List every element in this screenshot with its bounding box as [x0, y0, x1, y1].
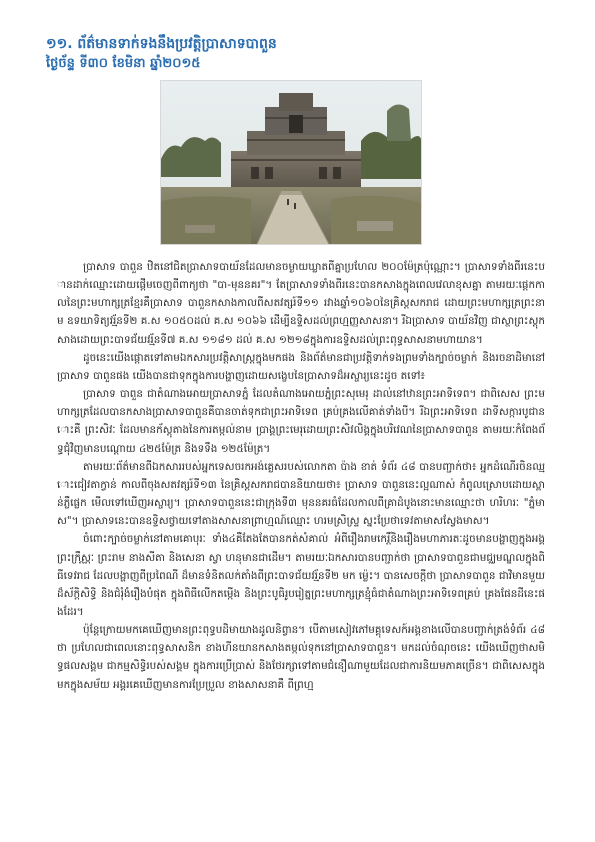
paragraph-6: ប៉ុន្តែក្រោយមកគេឃើញមានព្រះពុទ្ធបដិមាយាងដូលនិព្វាន។ បើតាមសៀវភៅមគ្គុទេសក៍អង្គខាងលើបានបញ្ជាក់ត្រង់ទំព័រ ៤៨ថា ប្រហែលជាពេលនោះពុទ្ធសាសនិក ខាងហីនយានកសាងតម្កល់ទុកនៅប្រាសាទបាពួន។ មកដល់ចំណុចនេះ យើងឃើញថាសមិទ្ធផលសង្គម ជាកម្មសិទ្ធិរបស់សង្គម ក្នុងការប្រើប្រាស់ និងថែរក្សាទៅតាមជំនឿណាមួយដែលជាការនិយមភាគច្រើន។ ជាពិសេសក្នុងមកក្នុងសម័យ អង្គរគេឃើញមានការប្រែប្រួល ខាងសាសនាគឺ ពីព្រហ្ម: [57, 624, 545, 691]
article-title: ១១. ព័ត៌មានទាក់ទងនឹងប្រវត្តិប្រាសាទបាពួន: [46, 36, 277, 52]
paragraph-5: ចំពោះក្បាច់ចម្លាក់នៅតាមគោបុរៈ ទាំង៤គឺតែងតែបានកត់សំគាល់ អំពីរឿងរាមកេរ្តិ៍និងរឿងមហាភារតៈដូចមានបង្ហាញក្នុងអង្គព្រះក្រឹស្ណៈ ព្រះរាម នាងសីតា និងសេនា ស្វា ហនុមានជាដើម។ តាមរយៈឯកសារបានបញ្ជាក់ថា ប្រាសាទបាពួនជាមជ្ឈមណ្ឌលក្នុងពិធីទេវរាជ ដែលបង្ហាញពីប្រពៃណី ដ៏មានទំនិតលក់តាំងពីព្រះបាទជ័យវរ្ម័នទី២ មក ម្ល៉េះ។ បានសេចក្ដីថា ប្រាសាទបាពួន ជាវិមានមួយដ៏ស័ក្តិសិទ្ធិ និងជំរុំងំរឿងបំផុត ក្នុងពិធីលើកតម្កើង និងព្រះបូធិរូបរៀត្នព្រះមហាក្សត្រខ្មុំធំជាតំណាងព្រះអាទិទេពគ្រប់ គ្រងផែនដីនេះផងដែរ។: [57, 533, 545, 618]
paragraph-4: តាមរយៈព័ត៌មានពីឯកសាររបស់អ្នកទេសចរកអង់គ្លេសរបស់លោកតា ប៉ាង ខាត់ ទំព័រ ៤៨ បានបញ្ជាក់ថា៖ អ្នកដំណើរចិនឈ្មោះជៀវតាក្វាន់ កាលពីចុងសតវត្សរ៍ទី១៣ នៃគ្រិស្តសករាជបាននិយាយថា៖ ប្រាសាទ បាពួននេះល្អណាស់ កំពូលស្រោបដោយស្ពាន់ភ្លឺផ្លេក មើលទៅឃើញអស្ចារ្យ។ ប្រាសាទបាពួននេះជាក្រុងទី៣ មុននគរធំដែលកាលពីគ្រាដំបូងនោះមានឈ្មោះថា ហរិហរៈ "ភ្នំមាស"។ ប្រាសាទនេះបានឧទ្ទិសថ្វាយទៅតាងសាសនាព្រាហ្មណ៍ឈ្មោះ ហរមស្រិស្ទ្រ ស្នះប្រែថាទេវតាមាសស្វែងមាស។: [57, 460, 545, 528]
temple-photo: [160, 80, 422, 245]
paragraph-1: ប្រាសាទ បាពួន ឋិតនៅជិតប្រាសាទបាយ័នដែលមានចម្ងាយឃ្លាតពីគ្នាប្រហែល ២០០ម៉ែត្រប៉ុណ្ណោះ។ ប្រាសាទទាំងពីរនេះបានដាក់ឈ្មោះដោយផ្តើមចេញពីពាក្យថា "បា-មុននគរ"។ តែប្រាសាទទាំងពីរនេះបានកសាងក្នុងពេលវេលាខុសគ្នា តាមរយៈផ្ដេកកាលនៃព្រះមហាក្សត្រខ្មែរគឺប្រាសាទ បាពួនកសាងកាលពីសតវត្សរ៍ទី១១ រវាងឆ្នាំ១០៦០នៃគ្រិស្តសករាជ ដោយព្រះមហាក្សត្រព្រះនាម ឧទយាទិត្យវរ្ម័នទី២ គ.ស ១០៥០ដល់ គ.ស ១០៦៦ ដើម្បីឧទ្ទិសដល់ព្រហ្មញ្ញសាសនា។ រីឯប្រាសាទ បាយ័នវិញ ជាស្ថាព្រះស្ដុកសាងដោយព្រះបាទជ័យវរ្ម័នទី៧ គ.ស ១១៨១ ដល់ គ.ស ១២១៨ក្នុងការឧទ្ទិសដល់ព្រះពុទ្ធសាសនាមហាយាន។: [57, 261, 545, 346]
paragraph-2: ដូចនេះយើងផ្ដោតទៅតាមឯកសារប្រវត្តិសាស្ត្រក្នុងមកផង និងព័ត៌មានជាប្រវត្តិទាក់ទងព្រមទាំងក្បាច់ចម្លាក់ និងរចនាដិមានៅប្រាសាទ បាពួនផង យើងបានជាទុកក្នុងការបង្ហាញដោយសង្ខេបនៃប្រាសាទដ៏អស្ចារ្យនេះដូច តទៅ៖: [57, 351, 545, 382]
paragraph-3: ប្រាសាទ បាពួន ជាតំណាងអោយប្រាសាទភ្នំ ដែលតំណាងអោយភ្នំព្រះសុមេរុ ដាល់នៅឋានព្រះអាទិទេព។ ជាពិសេស ព្រះមហាក្សត្រដែលបានកសាងប្រាសាទបាពួនគឺបានចាត់ទុកជាព្រះអាទិទេព គ្រប់គ្រងលើគាត់ទាំងបី។ រីឯព្រះអាទិទេព ដាទីសក្ការបូជានោះគឺ ព្រះសិវៈ ដែលមានក័ស្តុតាងនៃការតម្កល់នាម ប្រាង្គព្រះមេរុដោយព្រះសិវលិង្គក្នុងបរិវេណនៃប្រាសាទបាពួន តាមរយៈកំពែងព័ទ្ធជុំវិញមានបណ្ដោយ ៤២៥ម៉ែត្រ និងទទឹង ១២៥ម៉ែត្រ។: [57, 388, 545, 455]
article-body: [57, 258, 545, 694]
article-date: ថ្ងៃច័ន្ទ ទី៣០ ខែមិនា ឆ្នាំ២០១៥: [46, 56, 201, 71]
article-heading: [46, 34, 556, 74]
